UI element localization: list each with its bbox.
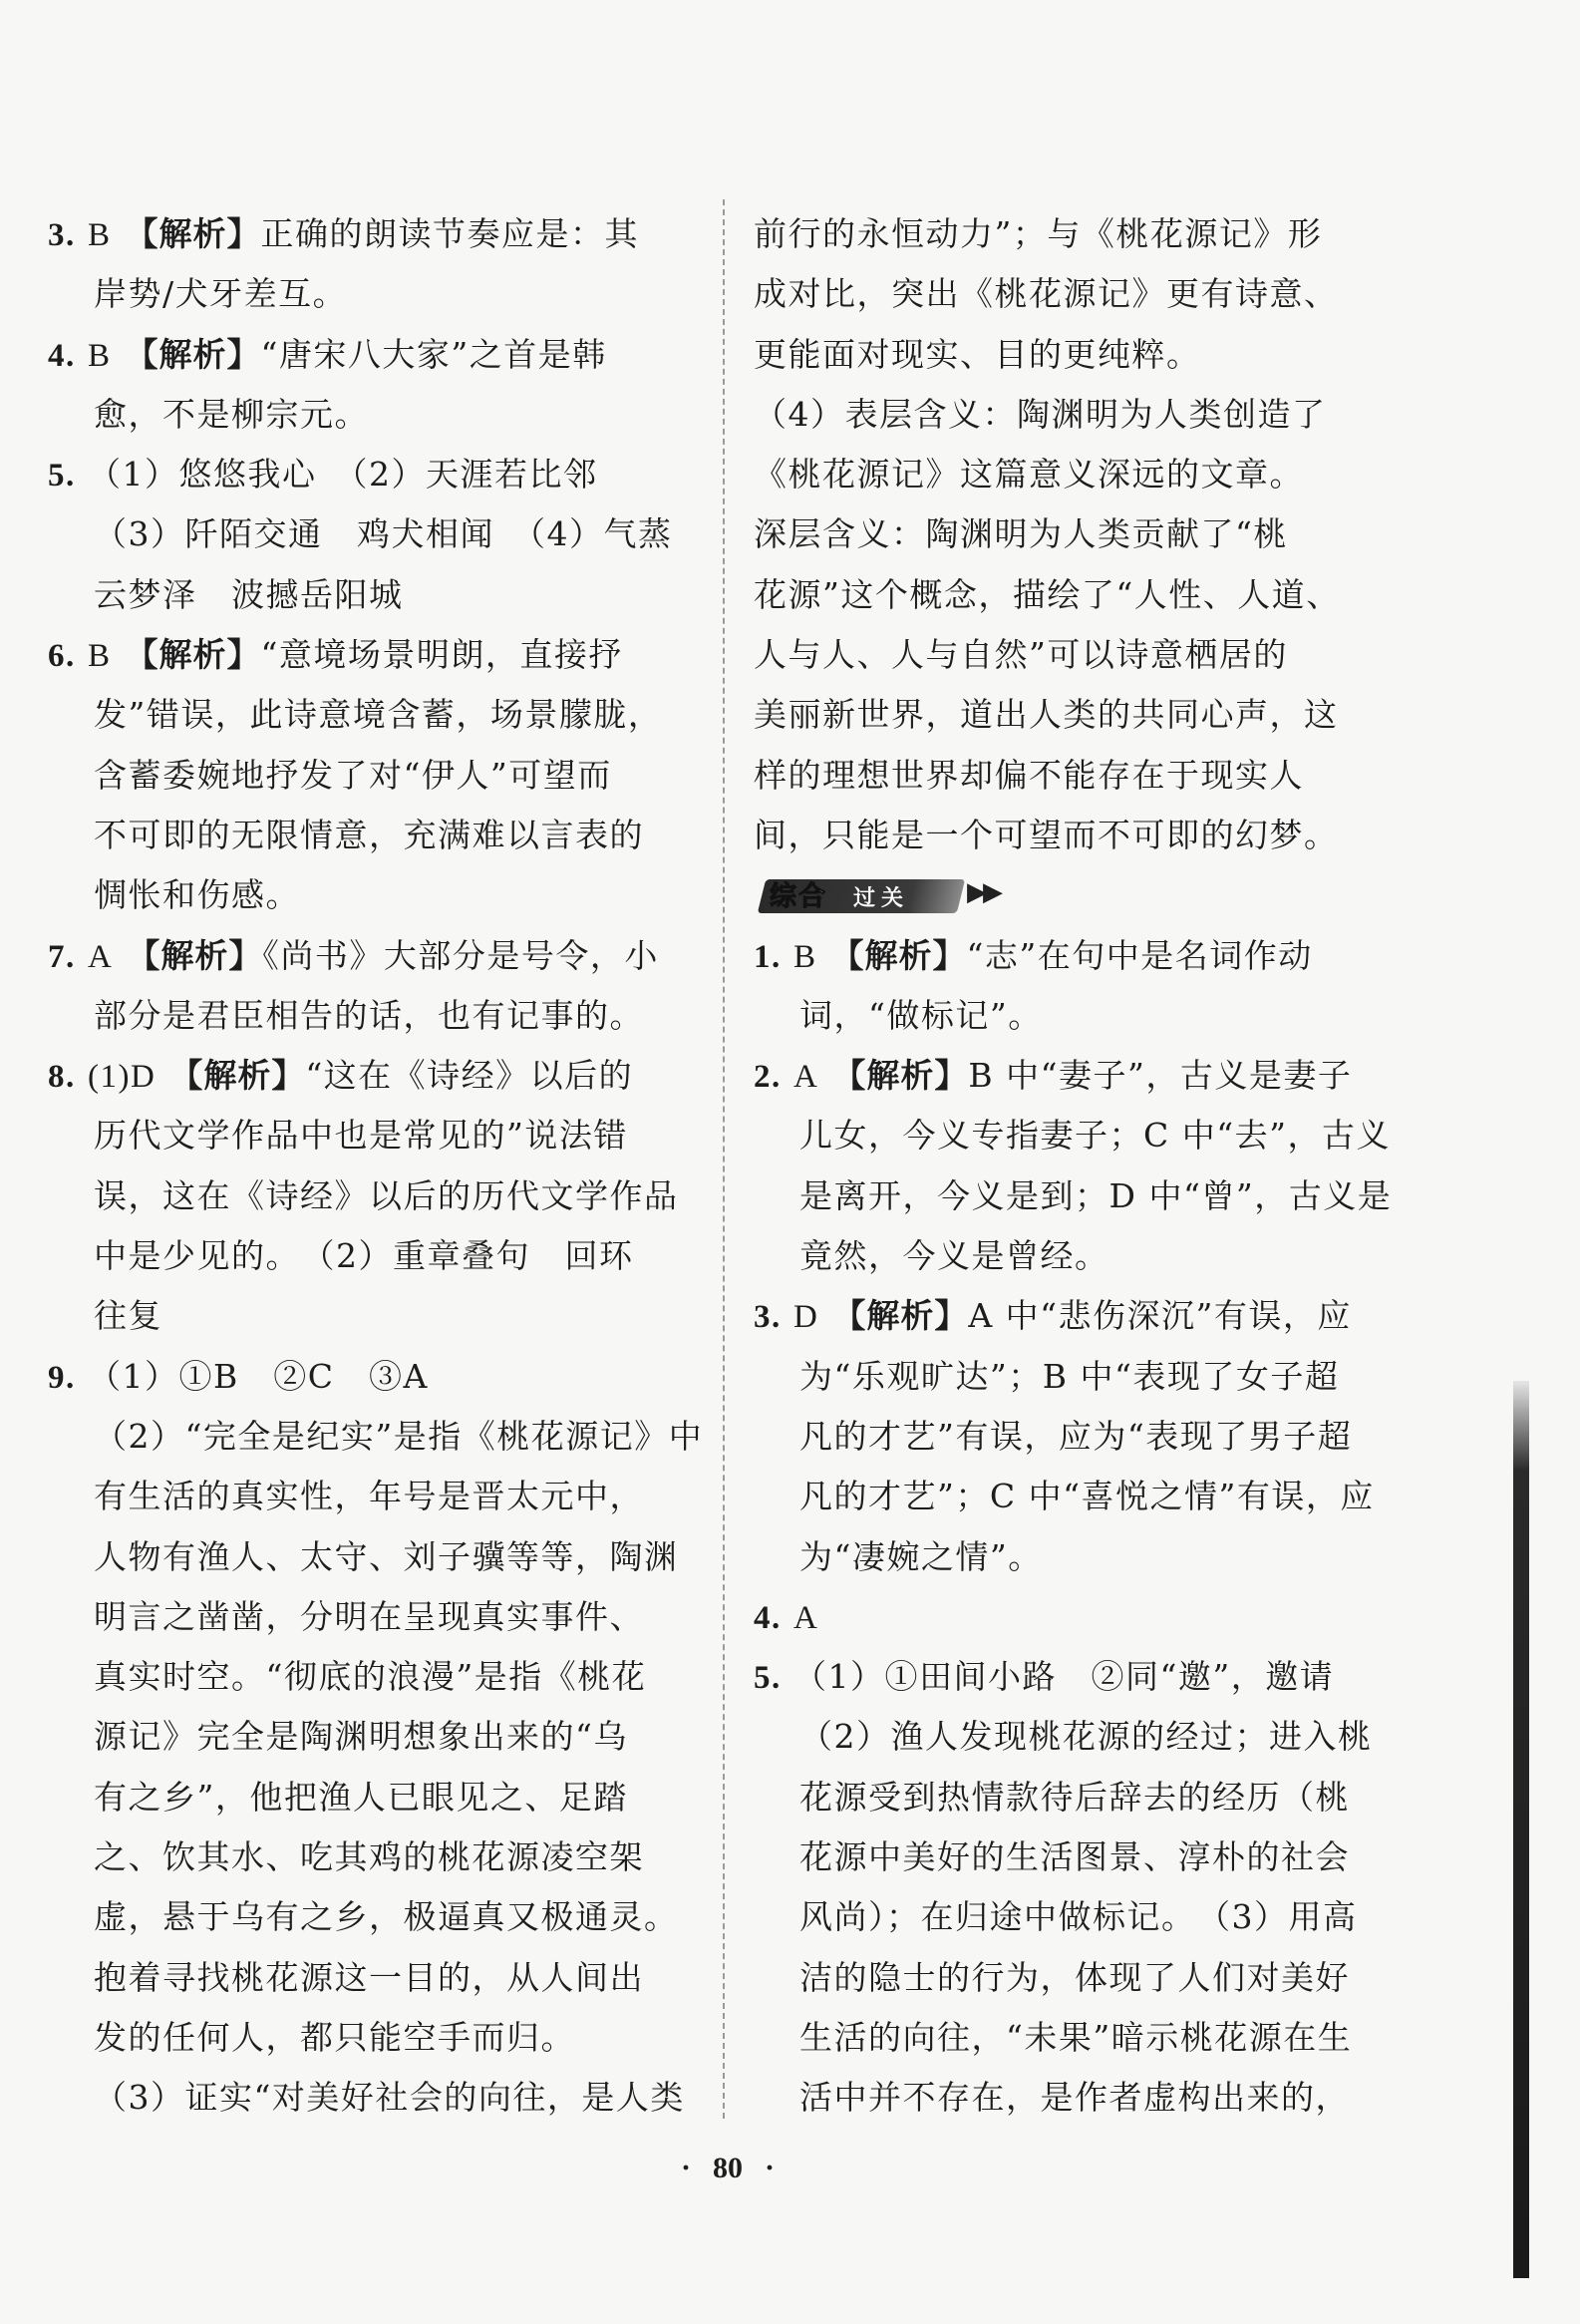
page-footer [0,2152,1455,2185]
line-text: 误，这在《诗经》以后的历代文学作品 [94,1175,679,1215]
line-text: 部分是君臣相告的话，也有记事的。 [94,995,644,1035]
text-line [48,806,681,865]
question-line [48,204,681,264]
text-line [754,685,1407,745]
text-line [754,1407,1407,1467]
text-line [48,2008,681,2068]
line-text: 花源中美好的生活图景、淳朴的社会 [799,1837,1350,1877]
question-number: 1. [754,938,782,975]
text-line [48,685,681,745]
line-text: 风尚）；在归途中做标记。 （3）用高 [799,1897,1358,1937]
question-number: 5. [754,1660,782,1697]
text-line [48,1707,681,1767]
line-text: （4）表层含义：陶渊明为人类创造了 [754,394,1327,434]
text-line [48,1948,681,2008]
text-line [754,1106,1407,1165]
line-text: 成对比，突出《桃花源记》更有诗意、 [754,274,1339,314]
line-text: 花源”这个概念，描绘了“人性、人道、 [754,574,1341,614]
question-number: 3. [754,1299,782,1336]
line-text: 活中并不存在，是作者虚构出来的， [799,2078,1350,2118]
text-line [48,264,681,324]
text-line [754,1768,1407,1827]
footer-dot-left: · [680,2152,691,2184]
text-line [48,1166,681,1226]
analysis-tag: 【解析】 [169,1056,306,1096]
analysis-tag: 【解析】 [125,214,261,253]
text-line [48,986,681,1046]
banner-title-main: 综合 [770,881,827,913]
question-line [48,325,681,385]
line-text: 惆怅和伤感。 [94,875,300,915]
line-text: 云梦泽 波撼岳阳城 [94,574,404,614]
line-text: （2）“完全是纪实”是指《桃花源记》中 [94,1416,704,1456]
answer-letter: D [793,1299,819,1336]
text-line [48,865,681,925]
line-text: 愈，不是柳宗元。 [94,394,369,434]
text-line [754,204,1407,264]
analysis-tag: 【解析】 [832,1056,969,1096]
question-line [754,1647,1407,1707]
line-text: 有之乡”，他把渔人已眼见之、足踏 [94,1777,628,1817]
left-column [48,204,704,2129]
right-column-continuation [754,204,1407,865]
line-text: 洁的隐士的行为，体现了人们对美好 [799,1957,1350,1997]
line-text: B 中“妻子”，古义是妻子 [968,1056,1353,1096]
text-line [754,565,1407,625]
line-text: 间，只能是一个可望而不可即的幻梦。 [754,815,1339,854]
text-line [48,1286,681,1346]
footer-dot-right: · [765,2152,776,2184]
line-text: 生活的向往，“未果”暗示桃花源在生 [799,2017,1353,2057]
line-text: “意境场景明朗，直接抒 [260,635,623,675]
text-line [754,1467,1407,1526]
text-line [48,1527,681,1587]
question-line [48,926,681,986]
text-line [48,1827,681,1887]
text-line [48,1647,681,1707]
right-column [754,204,1407,2129]
question-line [754,1046,1407,1106]
line-text: 明言之凿凿，分明在呈现真实事件、 [94,1596,644,1636]
analysis-tag: 【解析】 [125,635,261,675]
line-text: （3）阡陌交通 鸡犬相闻 （4）气蒸 [94,514,673,554]
text-line [48,2068,685,2128]
text-line [48,1887,681,1947]
question-number: 2. [754,1059,782,1096]
line-text: （2）渔人发现桃花源的经过；进入桃 [799,1717,1373,1757]
text-line [48,1407,704,1467]
text-line [754,1527,1407,1587]
text-line [754,445,1407,504]
answer-letter: A [793,1599,819,1636]
question-line [754,926,1407,986]
line-text: 凡的才艺”；C 中“喜悦之情”有误，应 [799,1477,1375,1516]
line-text: 竟然，今义是曾经。 [799,1236,1109,1276]
line-text: （1）①B ②C ③A [88,1356,429,1396]
line-text: 源记》完全是陶渊明想象出来的“乌 [94,1717,628,1757]
line-text: 《桃花源记》这篇意义深远的文章。 [754,455,1304,495]
line-text: 样的理想世界却偏不能存在于现实人 [754,755,1304,795]
answer-letter: (1)D [88,1059,157,1096]
text-line [48,1768,681,1827]
question-line [754,1587,1407,1647]
line-text: 抱着寻找桃花源这一目的，从人间出 [94,1957,644,1997]
text-line [754,1166,1407,1226]
line-text: （1）①田间小路 ②同“邀”，邀请 [793,1657,1335,1697]
text-line [754,1887,1407,1947]
text-line [48,746,681,806]
line-text: （1）悠悠我心 （2）天涯若比邻 [88,455,598,495]
line-text: 花源受到热情款待后辞去的经历（桃 [799,1777,1350,1817]
banner-title-sub: 过关 [853,885,910,912]
page-number: 80 [713,2152,743,2184]
analysis-tag: 【解析】 [832,1296,969,1336]
line-text: （3）证实“对美好社会的向往，是人类 [94,2078,685,2118]
text-line [754,325,1407,385]
line-text: 岸势/犬牙差互。 [94,274,348,314]
line-text: “志”在句中是名词作动 [966,935,1313,975]
line-text: A 中“悲伤深沉”有误，应 [968,1296,1352,1336]
text-line [48,1467,681,1526]
question-line [48,625,681,685]
line-text: 深层含义：陶渊明为人类贡献了“桃 [754,514,1288,554]
answer-letter: B [88,217,112,253]
text-line [754,625,1407,685]
line-text: 历代文学作品中也是常见的”说法错 [94,1116,628,1156]
text-line [754,1707,1407,1767]
line-text: 正确的朗读节奏应是：其 [260,214,640,253]
line-text: 发的任何人，都只能空手而归。 [94,2017,575,2057]
question-line [48,1347,681,1407]
text-line [754,1347,1407,1407]
right-column-questions [754,926,1407,2129]
line-text: 发”错误，此诗意境含蓄，场景朦胧， [94,695,663,735]
analysis-tag: 【解析】 [127,935,263,975]
question-number: 9. [48,1359,76,1396]
answer-letter: B [88,638,112,675]
line-text: 虚，悬于乌有之乡，极逼真又极通灵。 [94,1897,679,1937]
text-line [754,746,1407,806]
line-text: 之、饮其水、吃其鸡的桃花源凌空架 [94,1837,644,1877]
text-line [754,385,1407,445]
text-line [754,1948,1407,2008]
answer-letter: B [793,938,817,975]
line-text: 《尚书》大部分是号令，小 [262,935,659,975]
line-text: 人与人、人与自然”可以诗意栖居的 [754,635,1288,675]
analysis-tag: 【解析】 [830,935,967,975]
text-line [754,264,1407,324]
line-text: 含蓄委婉地抒发了对“伊人”可望而 [94,755,612,795]
text-line [754,504,1407,564]
text-line [48,565,681,625]
text-line [48,1587,681,1647]
line-text: 往复 [94,1296,162,1336]
question-number: 4. [754,1599,782,1636]
line-text: 人物有渔人、太守、刘子骥等等，陶渊 [94,1536,679,1576]
text-line [754,2008,1407,2068]
line-text: 是离开，今义是到；D 中“曾”，古义是 [799,1175,1393,1215]
line-text: 前行的永恒动力”；与《桃花源记》形 [754,214,1323,253]
question-line [48,445,681,504]
question-line [754,1286,1407,1346]
text-line [48,1106,681,1165]
text-line [754,986,1407,1046]
line-text: 不可即的无限情意，充满难以言表的 [94,815,644,854]
line-text: 真实时空。“彻底的浪漫”是指《桃花 [94,1657,647,1697]
double-arrow-icon: ▶▶ [967,877,999,908]
answer-letter: A [88,938,114,975]
question-number: 7. [48,938,76,975]
question-number: 6. [48,638,76,675]
line-text: 为“乐观旷达”；B 中“表现了女子超 [799,1356,1340,1396]
text-line [754,806,1407,865]
text-line [754,2068,1407,2128]
analysis-tag: 【解析】 [125,334,261,374]
line-text: 词，“做标记”。 [799,995,1043,1035]
section-banner-comprehensive [754,865,1407,925]
answer-letter: B [88,337,112,374]
text-line [48,1226,681,1286]
scan-edge-shadow [1513,1381,1529,2278]
line-text: 为“凄婉之情”。 [799,1536,1043,1576]
line-text: 中是少见的。 （2）重章叠句 回环 [94,1236,634,1276]
question-number: 5. [48,458,76,495]
line-text: 凡的才艺”有误，应为“表现了男子超 [799,1416,1353,1456]
text-line [754,1827,1407,1887]
question-number: 8. [48,1059,76,1096]
question-line [48,1046,681,1106]
text-line [48,385,681,445]
line-text: “唐宋八大家”之首是韩 [260,334,607,374]
answer-letter: A [793,1059,819,1096]
column-divider [723,199,725,2119]
line-text: 更能面对现实、目的更纯粹。 [754,334,1201,374]
line-text: 有生活的真实性，年号是晋太元中， [94,1477,644,1516]
text-line [754,1226,1407,1286]
question-number: 3. [48,217,76,253]
line-text: “这在《诗经》以后的 [305,1056,634,1096]
question-number: 4. [48,337,76,374]
line-text: 美丽新世界，道出人类的共同心声，这 [754,695,1339,735]
text-line [48,504,681,564]
line-text: 儿女，今义专指妻子；C 中“去”，古义 [799,1116,1391,1156]
